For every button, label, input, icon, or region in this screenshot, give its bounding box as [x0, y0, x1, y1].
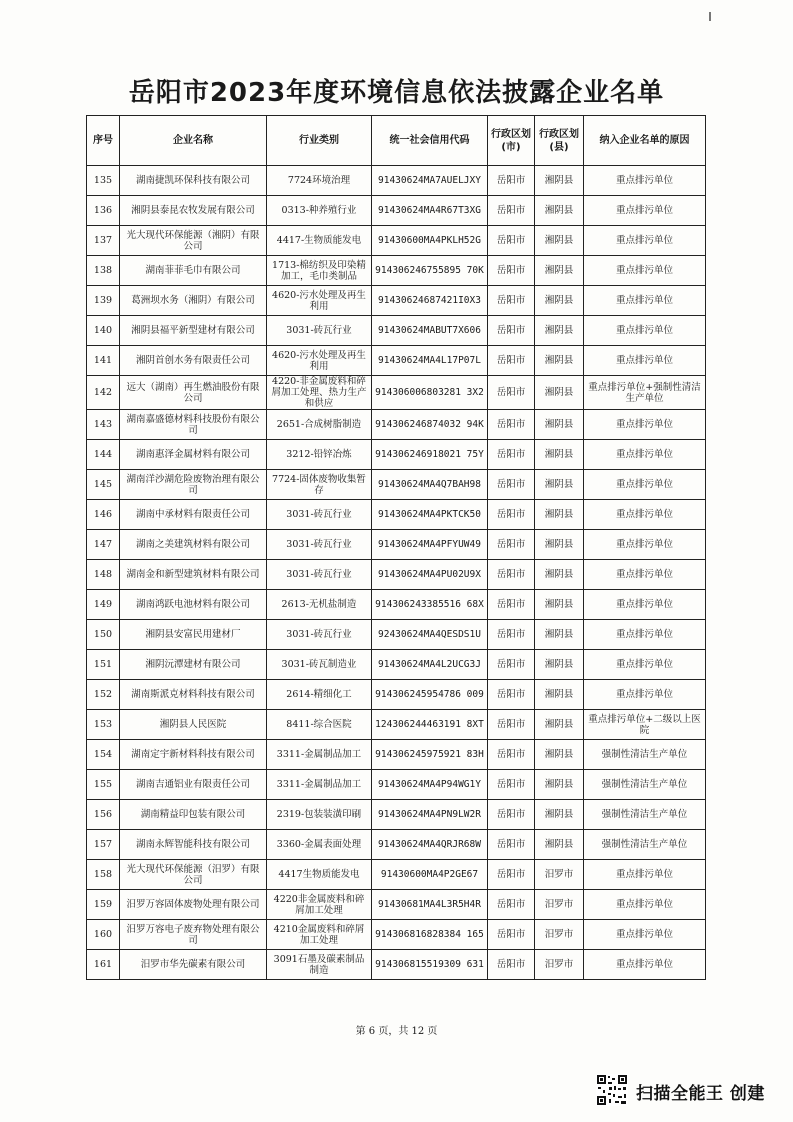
row-company-name: 湖南吉通铝业有限责任公司: [120, 770, 267, 800]
row-credit-code: 914306243385516 68X: [372, 590, 488, 620]
row-reason: 重点排污单位: [584, 316, 706, 346]
row-industry: 4210金属废料和碎屑加工处理: [267, 920, 372, 950]
row-industry: 1713-棉纺织及印染精加工，毛巾类制品: [267, 256, 372, 286]
row-reason: 重点排污单位: [584, 166, 706, 196]
row-industry: 7724环境治理: [267, 166, 372, 196]
row-company-name: 湖南惠泽金属材料有限公司: [120, 440, 267, 470]
table-row: [87, 650, 706, 680]
row-county: 湘阴县: [535, 166, 584, 196]
row-industry: 4220-非金属废料和碎屑加工处理、热力生产和供应: [267, 376, 372, 410]
row-company-name: 湘阴县安富民用建材厂: [120, 620, 267, 650]
table-row: [87, 680, 706, 710]
row-reason: 重点排污单位: [584, 950, 706, 980]
row-industry: 4220非金属废料和碎屑加工处理: [267, 890, 372, 920]
row-reason: 重点排污单位: [584, 890, 706, 920]
header-company-name: 企业名称: [120, 116, 267, 166]
row-city: 岳阳市: [488, 650, 535, 680]
row-seq: 156: [87, 800, 120, 830]
row-credit-code: 91430624687421I0X3: [372, 286, 488, 316]
row-reason: 重点排污单位: [584, 560, 706, 590]
row-reason: 重点排污单位: [584, 920, 706, 950]
row-credit-code: 91430624MA4PU02U9X: [372, 560, 488, 590]
row-city: 岳阳市: [488, 470, 535, 500]
row-reason: 重点排污单位: [584, 620, 706, 650]
row-city: 岳阳市: [488, 950, 535, 980]
row-city: 岳阳市: [488, 590, 535, 620]
row-industry: 8411-综合医院: [267, 710, 372, 740]
row-seq: 153: [87, 710, 120, 740]
row-seq: 147: [87, 530, 120, 560]
table-row: [87, 920, 706, 950]
header-credit-code: 统一社会信用代码: [372, 116, 488, 166]
row-industry: 3031-砖瓦行业: [267, 620, 372, 650]
row-county: 湘阴县: [535, 800, 584, 830]
row-credit-code: 91430624MA4PFYUW49: [372, 530, 488, 560]
row-company-name: 湖南永辉智能科技有限公司: [120, 830, 267, 860]
row-seq: 149: [87, 590, 120, 620]
row-city: 岳阳市: [488, 830, 535, 860]
row-seq: 160: [87, 920, 120, 950]
row-company-name: 湖南捷凯环保科技有限公司: [120, 166, 267, 196]
row-city: 岳阳市: [488, 196, 535, 226]
qr-code-icon: [596, 1074, 628, 1106]
row-city: 岳阳市: [488, 346, 535, 376]
header-industry: 行业类别: [267, 116, 372, 166]
table-header-row: [87, 116, 706, 166]
row-company-name: 湖南精益印包装有限公司: [120, 800, 267, 830]
row-city: 岳阳市: [488, 770, 535, 800]
row-company-name: 光大现代环保能源（汨罗）有限公司: [120, 860, 267, 890]
row-industry: 3031-砖瓦行业: [267, 560, 372, 590]
row-credit-code: 91430624MA4R67T3XG: [372, 196, 488, 226]
row-county: 湘阴县: [535, 376, 584, 410]
table-row: [87, 620, 706, 650]
row-county: 湘阴县: [535, 196, 584, 226]
row-seq: 158: [87, 860, 120, 890]
row-reason: 重点排污单位: [584, 650, 706, 680]
row-county: 汨罗市: [535, 950, 584, 980]
row-reason: 重点排污单位+二级以上医院: [584, 710, 706, 740]
row-seq: 136: [87, 196, 120, 226]
header-city: 行政区划 (市): [488, 116, 535, 166]
row-company-name: 光大现代环保能源（湘阴）有限公司: [120, 226, 267, 256]
row-city: 岳阳市: [488, 226, 535, 256]
table-row: [87, 166, 706, 196]
document-title: 岳阳市2023年度环境信息依法披露企业名单: [128, 78, 665, 108]
table-row: [87, 410, 706, 440]
table-row: [87, 740, 706, 770]
row-credit-code: 91430624MA4PN9LW2R: [372, 800, 488, 830]
row-seq: 135: [87, 166, 120, 196]
table-row: [87, 346, 706, 376]
row-industry: 4417生物质能发电: [267, 860, 372, 890]
row-industry: 3311-金属制品加工: [267, 740, 372, 770]
row-city: 岳阳市: [488, 740, 535, 770]
row-credit-code: 914306816828384 165: [372, 920, 488, 950]
row-industry: 7724-固体废物收集暂存: [267, 470, 372, 500]
row-industry: 3031-砖瓦行业: [267, 530, 372, 560]
table-row: [87, 196, 706, 226]
row-reason: 强制性清洁生产单位: [584, 770, 706, 800]
row-seq: 144: [87, 440, 120, 470]
row-city: 岳阳市: [488, 890, 535, 920]
row-company-name: 湖南金和新型建筑材料有限公司: [120, 560, 267, 590]
row-county: 湘阴县: [535, 620, 584, 650]
row-county: 湘阴县: [535, 226, 584, 256]
table-row: [87, 376, 706, 410]
row-seq: 137: [87, 226, 120, 256]
row-credit-code: 914306246755895 70K: [372, 256, 488, 286]
row-reason: 重点排污单位: [584, 860, 706, 890]
row-company-name: 湖南洋沙湖危险废物治理有限公司: [120, 470, 267, 500]
row-seq: 146: [87, 500, 120, 530]
row-credit-code: 91430624MA4L2UCG3J: [372, 650, 488, 680]
row-seq: 151: [87, 650, 120, 680]
row-city: 岳阳市: [488, 800, 535, 830]
table-row: [87, 710, 706, 740]
row-company-name: 湘阴县泰昆农牧发展有限公司: [120, 196, 267, 226]
row-seq: 138: [87, 256, 120, 286]
scan-speck: [709, 12, 711, 21]
row-county: 汨罗市: [535, 920, 584, 950]
row-industry: 4620-污水处理及再生利用: [267, 346, 372, 376]
row-county: 湘阴县: [535, 410, 584, 440]
row-seq: 157: [87, 830, 120, 860]
row-city: 岳阳市: [488, 680, 535, 710]
row-city: 岳阳市: [488, 920, 535, 950]
row-company-name: 湖南菲菲毛巾有限公司: [120, 256, 267, 286]
row-company-name: 湘阴首创水务有限责任公司: [120, 346, 267, 376]
row-seq: 159: [87, 890, 120, 920]
row-company-name: 湖南嘉盛德材料科技股份有限公司: [120, 410, 267, 440]
row-industry: 2613-无机盐制造: [267, 590, 372, 620]
row-county: 湘阴县: [535, 500, 584, 530]
row-company-name: 汨罗市华先碳素有限公司: [120, 950, 267, 980]
row-credit-code: 91430600MA4PKLH52G: [372, 226, 488, 256]
row-credit-code: 914306246874032 94K: [372, 410, 488, 440]
row-company-name: 湖南鸿跃电池材料有限公司: [120, 590, 267, 620]
row-county: 湘阴县: [535, 530, 584, 560]
row-industry: 3091石墨及碳素制品制造: [267, 950, 372, 980]
table-row: [87, 256, 706, 286]
row-reason: 重点排污单位: [584, 226, 706, 256]
row-county: 湘阴县: [535, 560, 584, 590]
row-city: 岳阳市: [488, 410, 535, 440]
row-industry: 0313-种养殖行业: [267, 196, 372, 226]
row-seq: 142: [87, 376, 120, 410]
row-city: 岳阳市: [488, 560, 535, 590]
table-row: [87, 500, 706, 530]
row-reason: 重点排污单位: [584, 590, 706, 620]
table-row: [87, 316, 706, 346]
row-credit-code: 91430600MA4P2GE67: [372, 860, 488, 890]
row-reason: 重点排污单位: [584, 470, 706, 500]
row-county: 湘阴县: [535, 830, 584, 860]
table-row: [87, 800, 706, 830]
row-county: 湘阴县: [535, 286, 584, 316]
row-seq: 150: [87, 620, 120, 650]
row-industry: 2614-精细化工: [267, 680, 372, 710]
row-credit-code: 124306244463191 8XT: [372, 710, 488, 740]
row-industry: 4620-污水处理及再生利用: [267, 286, 372, 316]
row-company-name: 湖南之美建筑材料有限公司: [120, 530, 267, 560]
row-credit-code: 914306245954786 009: [372, 680, 488, 710]
row-county: 湘阴县: [535, 316, 584, 346]
table-body: [87, 166, 706, 980]
row-company-name: 汨罗万容电子废弃物处理有限公司: [120, 920, 267, 950]
row-city: 岳阳市: [488, 620, 535, 650]
table-row: [87, 830, 706, 860]
header-reason: 纳入企业名单的原因: [584, 116, 706, 166]
row-reason: 强制性清洁生产单位: [584, 740, 706, 770]
row-industry: 2651-合成树脂制造: [267, 410, 372, 440]
row-reason: 重点排污单位: [584, 410, 706, 440]
row-city: 岳阳市: [488, 256, 535, 286]
row-industry: 3311-金属制品加工: [267, 770, 372, 800]
row-company-name: 葛洲坝水务（湘阴）有限公司: [120, 286, 267, 316]
row-credit-code: 91430624MA4PKTCK50: [372, 500, 488, 530]
row-reason: 强制性清洁生产单位: [584, 830, 706, 860]
row-seq: 141: [87, 346, 120, 376]
row-seq: 145: [87, 470, 120, 500]
row-company-name: 湘阴县福平新型建材有限公司: [120, 316, 267, 346]
row-seq: 148: [87, 560, 120, 590]
row-industry: 3031-砖瓦行业: [267, 500, 372, 530]
row-county: 湘阴县: [535, 470, 584, 500]
row-seq: 155: [87, 770, 120, 800]
row-company-name: 远大（湖南）再生燃油股份有限公司: [120, 376, 267, 410]
scanner-watermark: 扫描全能王 创建: [636, 1084, 765, 1104]
row-credit-code: 91430624MA7AUELJXY: [372, 166, 488, 196]
row-company-name: 湖南中承材料有限责任公司: [120, 500, 267, 530]
row-seq: 143: [87, 410, 120, 440]
page-footer: 第 6 页，共 12 页: [355, 1026, 438, 1037]
table-row: [87, 590, 706, 620]
table-row: [87, 860, 706, 890]
row-city: 岳阳市: [488, 166, 535, 196]
row-industry: 3031-砖瓦行业: [267, 316, 372, 346]
row-city: 岳阳市: [488, 316, 535, 346]
row-county: 湘阴县: [535, 740, 584, 770]
row-credit-code: 914306815519309 631: [372, 950, 488, 980]
row-seq: 152: [87, 680, 120, 710]
row-county: 湘阴县: [535, 770, 584, 800]
enterprise-table: [86, 115, 706, 980]
row-credit-code: 91430624MA4Q7BAH98: [372, 470, 488, 500]
table-row: [87, 286, 706, 316]
row-county: 汨罗市: [535, 890, 584, 920]
row-county: 湘阴县: [535, 590, 584, 620]
table-row: [87, 470, 706, 500]
row-credit-code: 91430624MA4P94WG1Y: [372, 770, 488, 800]
row-reason: 强制性清洁生产单位: [584, 800, 706, 830]
row-county: 湘阴县: [535, 440, 584, 470]
row-industry: 2319-包装装潢印刷: [267, 800, 372, 830]
row-credit-code: 91430624MA4QRJR68W: [372, 830, 488, 860]
row-seq: 154: [87, 740, 120, 770]
row-seq: 139: [87, 286, 120, 316]
row-county: 湘阴县: [535, 256, 584, 286]
row-reason: 重点排污单位: [584, 440, 706, 470]
row-credit-code: 91430681MA4L3R5H4R: [372, 890, 488, 920]
row-reason: 重点排污单位: [584, 346, 706, 376]
row-county: 湘阴县: [535, 346, 584, 376]
row-credit-code: 91430624MABUT7X606: [372, 316, 488, 346]
row-industry: 4417-生物质能发电: [267, 226, 372, 256]
table-row: [87, 440, 706, 470]
header-county: 行政区划 (县): [535, 116, 584, 166]
table-row: [87, 770, 706, 800]
row-city: 岳阳市: [488, 530, 535, 560]
row-reason: 重点排污单位: [584, 500, 706, 530]
row-credit-code: 914306245975921 83H: [372, 740, 488, 770]
header-seq: 序号: [87, 116, 120, 166]
row-county: 汨罗市: [535, 860, 584, 890]
table-row: [87, 226, 706, 256]
row-city: 岳阳市: [488, 500, 535, 530]
row-reason: 重点排污单位: [584, 680, 706, 710]
table-row: [87, 890, 706, 920]
row-city: 岳阳市: [488, 286, 535, 316]
row-reason: 重点排污单位+强制性清洁生产单位: [584, 376, 706, 410]
row-company-name: 湖南斯派克材料科技有限公司: [120, 680, 267, 710]
row-company-name: 湘阴县人民医院: [120, 710, 267, 740]
row-reason: 重点排污单位: [584, 256, 706, 286]
table-row: [87, 560, 706, 590]
row-county: 湘阴县: [535, 710, 584, 740]
table-row: [87, 530, 706, 560]
row-industry: 3031-砖瓦制造业: [267, 650, 372, 680]
row-seq: 161: [87, 950, 120, 980]
row-credit-code: 914306006803281 3X2: [372, 376, 488, 410]
row-credit-code: 91430624MA4L17P07L: [372, 346, 488, 376]
row-city: 岳阳市: [488, 440, 535, 470]
row-industry: 3212-铅锌冶炼: [267, 440, 372, 470]
row-reason: 重点排污单位: [584, 530, 706, 560]
row-company-name: 湖南定宇新材料科技有限公司: [120, 740, 267, 770]
row-city: 岳阳市: [488, 860, 535, 890]
row-credit-code: 914306246918021 75Y: [372, 440, 488, 470]
row-city: 岳阳市: [488, 376, 535, 410]
row-company-name: 汨罗万容固体废物处理有限公司: [120, 890, 267, 920]
table-row: [87, 950, 706, 980]
row-industry: 3360-金属表面处理: [267, 830, 372, 860]
row-company-name: 湘阴沅潭建材有限公司: [120, 650, 267, 680]
row-county: 湘阴县: [535, 680, 584, 710]
row-reason: 重点排污单位: [584, 196, 706, 226]
row-seq: 140: [87, 316, 120, 346]
row-reason: 重点排污单位: [584, 286, 706, 316]
row-credit-code: 92430624MA4QESDS1U: [372, 620, 488, 650]
row-county: 湘阴县: [535, 650, 584, 680]
row-city: 岳阳市: [488, 710, 535, 740]
